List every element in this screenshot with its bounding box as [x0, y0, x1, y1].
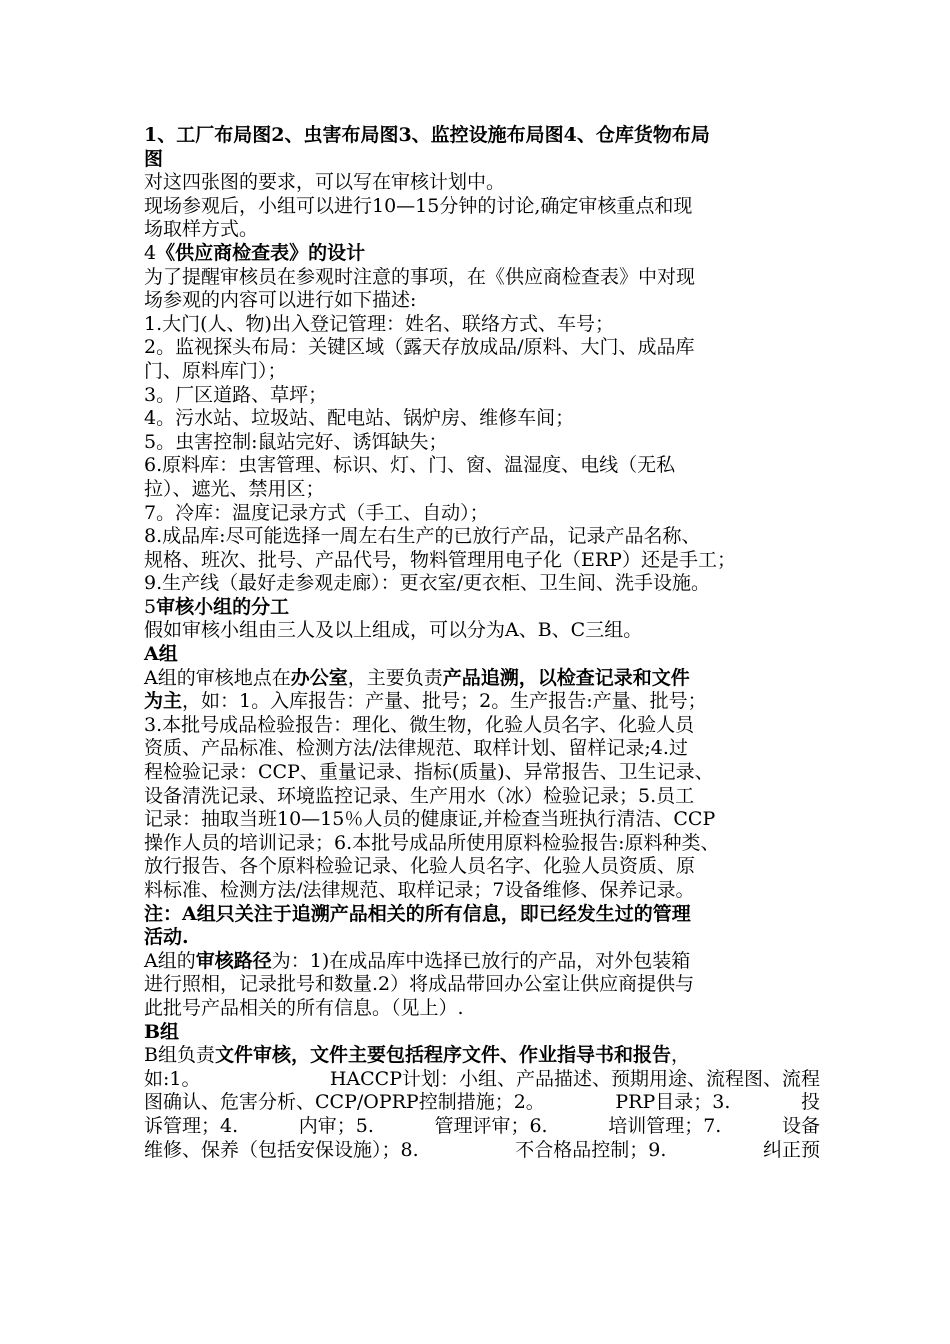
text-run: 为：1)在成品库中选择已放行的产品，对外包装箱 — [271, 949, 691, 972]
list-item: 8.成品库:尽可能选择一周左右生产的已放行产品，记录产品名称、 — [144, 525, 701, 548]
text-run: 不合格品控制；9. — [515, 1138, 667, 1161]
text-run: ，如：1。入库报告：产量、批号；2。生产报告:产量、批号； — [182, 690, 707, 713]
paragraph-line: 场参观的内容可以进行如下描述: — [144, 289, 417, 312]
paragraph-line: 料标准、检测方法/法律规范、取样记录；7设备维修、保养记录。 — [144, 879, 695, 901]
text-run: 纠正预 — [762, 1138, 820, 1161]
list-item: 1.大门(人、物)出入登记管理：姓名、联络方式、车号； — [144, 312, 614, 335]
text-run: PRP目录；3. — [615, 1091, 731, 1114]
paragraph-line: 设备清洗记录、环境监控记录、生产用水（冰）检验记录；5.员工 — [144, 784, 695, 807]
text-run: ，主要负责 — [347, 666, 443, 689]
paragraph-line: 3.本批号成品检验报告：理化、微生物，化验人员名字、化验人员 — [144, 713, 695, 736]
paragraph-line-justified — [144, 1115, 820, 1139]
text-run: 培训管理；7. — [608, 1114, 722, 1137]
paragraph-line-justified — [144, 1139, 820, 1163]
text-run: HACCP计划：小组、产品描述、预期用途、流程图、流程 — [329, 1067, 820, 1090]
paragraph-line — [144, 950, 820, 974]
note-line: 注：A组只关注于追溯产品相关的所有信息，即已经发生过的管理 — [144, 902, 691, 925]
paragraph-line: 现场参观后，小组可以进行10—15分钟的讨论,确定审核重点和现 — [144, 194, 693, 217]
section-heading-checklist — [144, 242, 820, 266]
list-item-cont: 拉）、遮光、禁用区； — [144, 477, 325, 500]
paragraph-line-justified — [144, 1068, 820, 1092]
section-number: 4 — [144, 241, 157, 264]
paragraph-line: 场取样方式。 — [144, 218, 259, 241]
paragraph-line: 放行报告、各个原料检验记录、化验人员名字、化验人员资质、原 — [144, 855, 696, 878]
paragraph-line: 此批号产品相关的所有信息。（见上）. — [144, 996, 464, 1019]
list-item: 3。厂区道路、草坪； — [144, 383, 328, 406]
text-run: 维修、保养（包括安保设施）；8. — [144, 1138, 419, 1161]
bold-run: 审核路径 — [195, 949, 272, 972]
text-run: 图确认、危害分析、CCP/OPRP控制措施；2。 — [144, 1091, 545, 1114]
text-run: A组的 — [144, 949, 196, 972]
section-title: 《供应商检查表》的设计 — [156, 241, 366, 264]
heading-layout-maps-cont: 图 — [144, 147, 164, 170]
text-run: 诉管理；4. — [144, 1114, 239, 1137]
section-heading-team — [144, 596, 820, 620]
text-run: ， — [670, 1044, 690, 1067]
list-item-cont: 门、原料库门）； — [144, 359, 287, 382]
document-page — [144, 124, 820, 1162]
list-item: 7。冷库：温度记录方式（手工、自动）； — [144, 501, 489, 524]
paragraph-line — [144, 690, 820, 714]
paragraph-line: 对这四张图的要求，可以写在审核计划中。 — [144, 171, 506, 194]
section-number: 5 — [144, 595, 157, 618]
text-run: 内审；5. — [298, 1114, 374, 1137]
text-run: 管理评审；6. — [434, 1114, 548, 1137]
paragraph-line — [144, 667, 820, 691]
bold-run: 为主 — [144, 690, 183, 713]
group-b-heading: B组 — [144, 1020, 180, 1043]
paragraph-line: 资质、产品标准、检测方法/法律规范、取样计划、留样记录;4.过 — [144, 737, 688, 760]
list-item: 6.原料库：虫害管理、标识、灯、门、窗、温湿度、电线（无私 — [144, 454, 676, 477]
text-run: 设备 — [781, 1114, 820, 1137]
paragraph-line: 操作人员的培训记录；6.本批号成品所使用原料检验报告:原料种类、 — [144, 831, 720, 854]
list-item-cont: 规格、班次、批号、产品代号，物料管理用电子化（ERP）还是手工； — [144, 548, 736, 571]
paragraph-line: 程检验记录：CCP、重量记录、指标(质量)、异常报告、卫生记录、 — [144, 761, 714, 784]
text-run: B组负责 — [144, 1044, 215, 1067]
paragraph-line: 为了提醒审核员在参观时注意的事项，在《供应商检查表》中对现 — [144, 265, 696, 288]
heading-layout-maps: 1、工厂布局图2、虫害布局图3、监控设施布局图4、仓库货物布局 — [144, 124, 710, 146]
text-run: 如:1。 — [144, 1067, 201, 1090]
section-title: 审核小组的分工 — [156, 595, 290, 618]
paragraph-line — [144, 1044, 820, 1068]
group-a-heading: A组 — [144, 643, 178, 666]
text-run: A组的审核地点在 — [144, 666, 291, 689]
list-item: 5。虫害控制:鼠站完好、诱饵缺失； — [144, 430, 448, 453]
list-item: 9.生产线（最好走参观走廊）：更衣室/更衣柜、卫生间、洗手设施。 — [144, 572, 711, 595]
list-item: 2。监视探头布局：关键区域（露天存放成品/原料、大门、成品库 — [144, 336, 695, 359]
list-item: 4。污水站、垃圾站、配电站、锅炉房、维修车间； — [144, 407, 575, 430]
paragraph-line-justified — [144, 1091, 820, 1115]
bold-run: 文件审核，文件主要包括程序文件、作业指导书和报告 — [214, 1044, 671, 1067]
note-line-cont: 活动. — [144, 926, 189, 949]
paragraph-line: 记录：抽取当班10—15％人员的健康证,并检查当班执行清洁、CCP — [144, 808, 716, 831]
text-run: 投 — [800, 1091, 820, 1114]
bold-run: 办公室 — [290, 666, 348, 689]
paragraph-line: 进行照相，记录批号和数量.2）将成品带回办公室让供应商提供与 — [144, 973, 695, 996]
bold-run: 产品追溯，以检查记录和文件 — [442, 666, 690, 689]
paragraph-line: 假如审核小组由三人及以上组成，可以分为A、B、C三组。 — [144, 619, 643, 642]
